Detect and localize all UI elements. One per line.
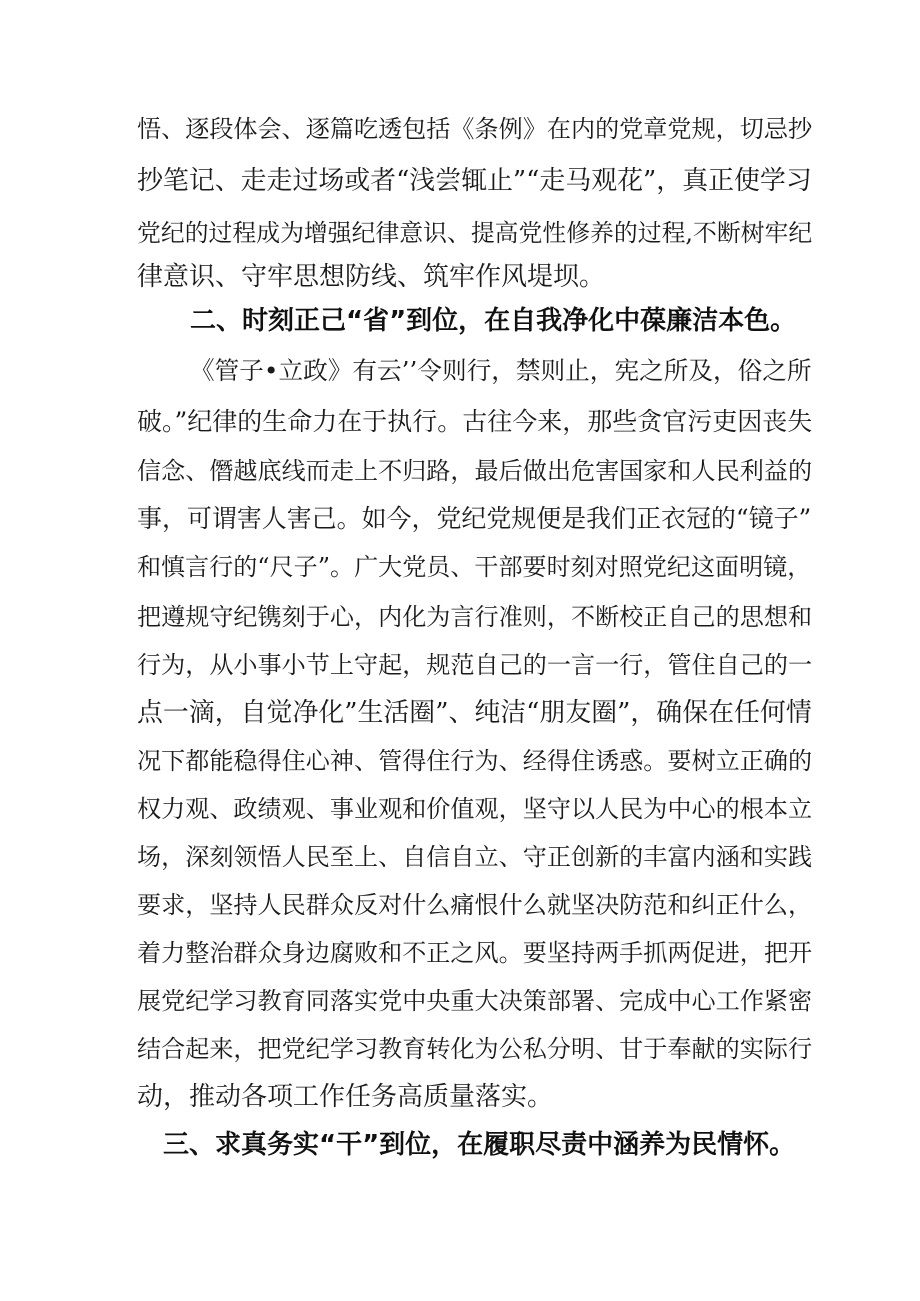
- paragraph-line: 律意识、守牢思想防线、筑牢作风堤坝。: [137, 262, 606, 292]
- paragraph-line: 抄笔记、走走过场或者“浅尝辄止”“走马观花”，真正使学习: [137, 166, 812, 196]
- paragraph-line: 信念、僭越底线而走上不归路，最后做出危害国家和人民利益的: [137, 457, 813, 485]
- section-heading: 三、求真务实“干”到位，在履职尽责中涵养为民情怀。: [163, 1130, 796, 1160]
- paragraph-line: 要求，坚持人民群众反对什么痛恨什么就坚决防范和纠正什么，: [137, 891, 813, 919]
- paragraph-line: 着力整治群众身边腐败和不正之风。要坚持两手抓两促进，把开: [137, 939, 813, 967]
- paragraph-line: 党纪的过程成为增强纪律意识、提高党性修养的过程,不断树牢纪: [137, 219, 813, 247]
- paragraph-line: 悟、逐段体会、逐篇吃透包括《条例》在内的党章党规，切忌抄: [137, 115, 813, 143]
- paragraph-line: 结合起来，把党纪学习教育转化为公私分明、甘于奉献的实际行: [137, 1035, 813, 1063]
- paragraph-line: 动，推动各项工作任务高质量落实。: [137, 1082, 554, 1112]
- paragraph-line: 把遵规守纪镌刻于心，内化为言行准则，不断校正自己的思想和: [137, 603, 813, 631]
- paragraph-line: 《管子•立政》有云’’令则行，禁则止，宪之所及，俗之所: [190, 356, 812, 385]
- paragraph-line: 展党纪学习教育同落实党中央重大决策部署、完成中心工作紧密: [137, 987, 813, 1015]
- paragraph-line: 行为，从小事小节上守起，规范自己的一言一行，管住自己的一: [137, 651, 813, 679]
- section-heading: 二、时刻正己“省”到位，在自我净化中葆廉洁本色。: [190, 306, 797, 336]
- paragraph-line: 况下都能稳得住心神、管得住行为、经得住诱惑。要树立正确的: [137, 747, 813, 775]
- paragraph-line: 权力观、政绩观、事业观和价值观，坚守以人民为中心的根本立: [137, 795, 813, 823]
- paragraph-line: 和慎言行的“尺子”。广大党员、干部要时刻对照党纪这面明镜，: [137, 553, 812, 581]
- paragraph-line: 事，可谓害人害己。如今，党纪党规便是我们正衣冠的“镜子”: [137, 504, 812, 533]
- paragraph-line: 场，深刻领悟人民至上、自信自立、守正创新的丰富内涵和实践: [137, 843, 813, 871]
- paragraph-line: 点一滴，自觉净化”生活圈”、纯洁“朋友圈”，确保在任何情: [137, 698, 812, 728]
- paragraph-line: 破。”纪律的生命力在于执行。古往今来，那些贪官污吏因丧失: [137, 407, 813, 436]
